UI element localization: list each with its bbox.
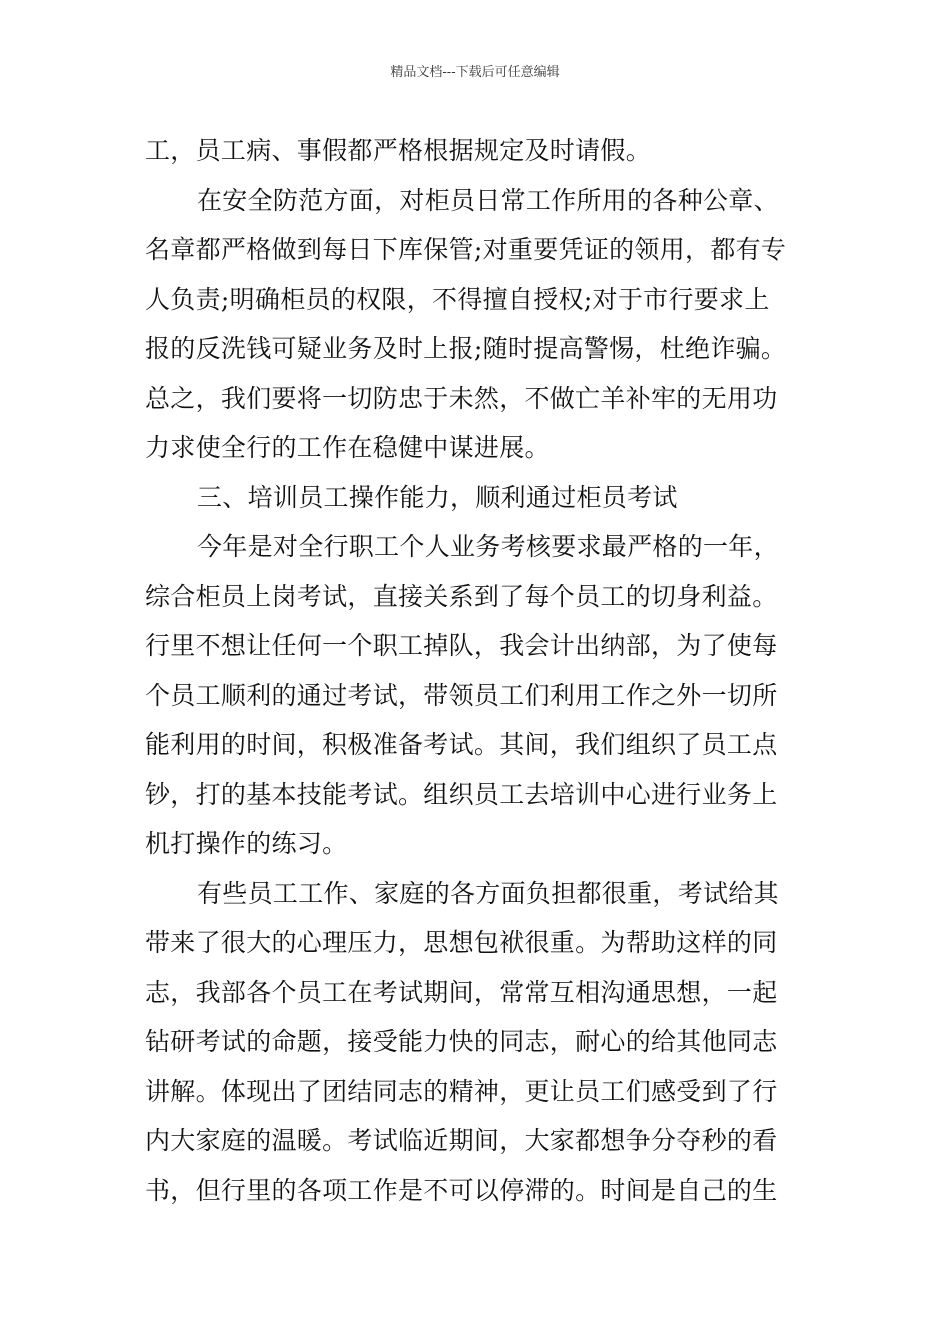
text-line: 志，我部各个员工在考试期间，常常互相沟通思想，一起 — [145, 977, 778, 1007]
text-line: 工，员工病、事假都严格根据规定及时请假。 — [145, 136, 652, 165]
section-heading: 三、培训员工操作能力，顺利通过柜员考试 — [197, 482, 678, 512]
text-line: 带来了很大的心理压力，思想包袱很重。为帮助这样的同 — [145, 928, 778, 957]
text-line: 钻研考试的命题，接受能力快的同志，耐心的给其他同志 — [145, 1027, 778, 1056]
text-line: 总之，我们要将一切防忠于未然，不做亡羊补牢的无用功 — [145, 383, 778, 413]
text-line: 报的反洗钱可疑业务及时上报;随时提高警惕，杜绝诈骗。 — [145, 334, 787, 363]
text-line: 机打操作的练习。 — [145, 829, 348, 858]
text-line: 有些员工工作、家庭的各方面负担都很重，考试给其 — [197, 878, 779, 908]
text-line: 能利用的时间，积极准备考试。其间，我们组织了员工点 — [145, 730, 778, 759]
text-line: 名章都严格做到每日下库保管;对重要凭证的领用，都有专 — [145, 235, 787, 264]
text-line: 力求使全行的工作在稳健中谋进展。 — [145, 433, 550, 462]
text-line: 行里不想让任何一个职工掉队，我会计出纳部，为了使每 — [145, 631, 778, 660]
page-header: 精品文档---下载后可任意编辑 — [390, 65, 560, 80]
text-line: 内大家庭的温暖。考试临近期间，大家都想争分夺秒的看 — [145, 1126, 778, 1155]
text-line: 讲解。体现出了团结同志的精神，更让员工们感受到了行 — [145, 1076, 778, 1106]
text-line: 个员工顺利的通过考试，带领员工们利用工作之外一切所 — [145, 680, 778, 710]
text-line: 人负责;明确柜员的权限，不得擅自授权;对于市行要求上 — [145, 284, 770, 314]
document-body — [145, 126, 815, 1215]
text-line: 今年是对全行职工个人业务考核要求最严格的一年， — [197, 532, 779, 561]
text-line: 综合柜员上岗考试，直接关系到了每个员工的切身利益。 — [145, 581, 778, 611]
text-line: 书，但行里的各项工作是不可以停滞的。时间是自己的生 — [145, 1175, 778, 1205]
text-line: 钞，打的基本技能考试。组织员工去培训中心进行业务上 — [145, 779, 778, 809]
text-line: 在安全防范方面，对柜员日常工作所用的各种公章、 — [197, 185, 779, 215]
